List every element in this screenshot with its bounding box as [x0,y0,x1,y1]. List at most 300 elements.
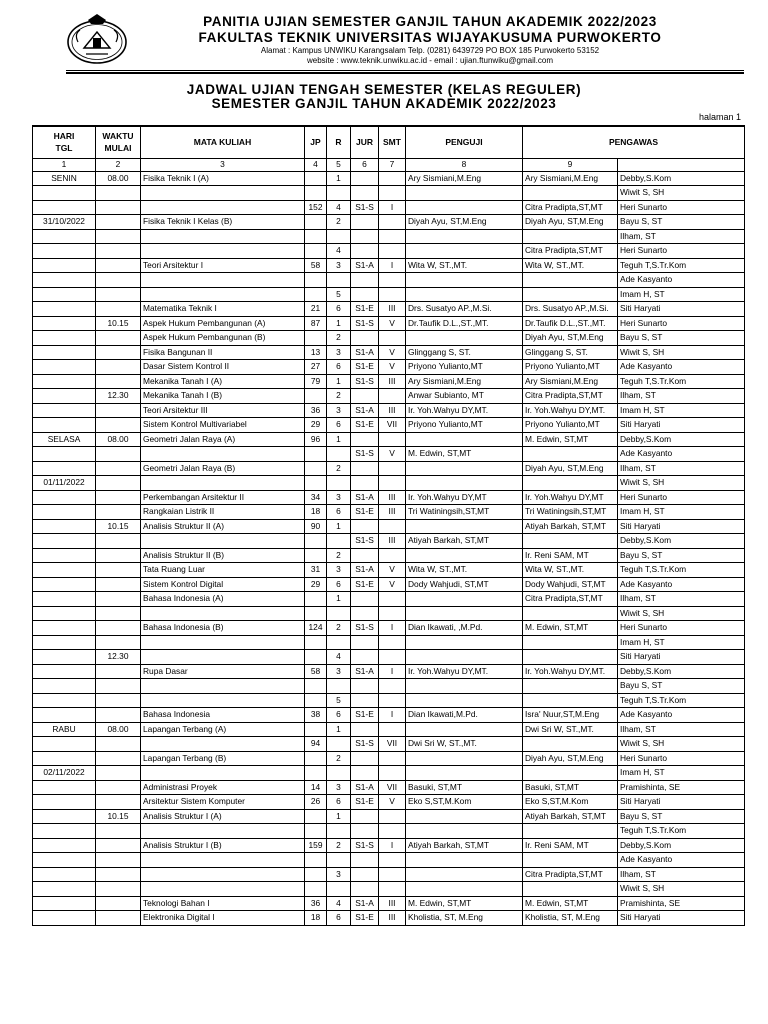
cell-jurusan: S1-E [351,418,379,433]
schedule-row [33,505,745,520]
cell-mata-kuliah: Lapangan Terbang (A) [141,722,305,737]
table-header-row [33,126,745,158]
cell-jurusan [351,592,379,607]
cell-penguji: Ary Sismiani,M.Eng [406,374,523,389]
cell-pengawas-2: Ilham, ST [618,867,745,882]
cell-pengawas-1: Dr.Taufik D.L.,ST.,MT. [523,316,618,331]
cell-waktu [96,505,141,520]
schedule-row [33,809,745,824]
cell-pengawas-1: Ir. Yoh.Wahyu DY,MT [523,490,618,505]
cell-pengawas-1 [523,273,618,288]
cell-ruang [327,824,351,839]
cell-semester [379,635,406,650]
cell-jurusan [351,693,379,708]
cell-pengawas-1: Eko S,ST,M.Kom [523,795,618,810]
cell-waktu [96,592,141,607]
cell-jurusan [351,766,379,781]
cell-pengawas-1: Priyono Yulianto,MT [523,360,618,375]
cell-waktu [96,534,141,549]
schedule-row [33,316,745,331]
page-number: halaman 1 [698,112,741,122]
cell-jurusan: S1-E [351,708,379,723]
cell-jurusan [351,331,379,346]
cell-jurusan: S1-S [351,621,379,636]
cell-ruang: 1 [327,809,351,824]
cell-penguji [406,519,523,534]
cell-jp [305,751,327,766]
cell-semester: VII [379,737,406,752]
cell-jp: 26 [305,795,327,810]
cell-pengawas-2: Pramishinta, SE [618,780,745,795]
cell-jp: 18 [305,911,327,926]
schedule-row [33,882,745,897]
schedule-row [33,911,745,926]
cell-pengawas-1 [523,287,618,302]
schedule-row [33,186,745,201]
cell-mata-kuliah [141,853,305,868]
cell-waktu [96,476,141,491]
cell-jp: 36 [305,896,327,911]
cell-ruang: 4 [327,896,351,911]
cell-waktu [96,867,141,882]
cell-hari-tgl [33,505,96,520]
cell-waktu [96,563,141,578]
cell-waktu: 08.00 [96,171,141,186]
cell-hari-tgl: SELASA [33,432,96,447]
cell-waktu: 10.15 [96,809,141,824]
cell-semester: V [379,563,406,578]
cell-penguji [406,461,523,476]
cell-jp [305,273,327,288]
cell-penguji [406,592,523,607]
cell-hari-tgl [33,606,96,621]
cell-pengawas-2: Siti Haryati [618,795,745,810]
cell-pengawas-2: Heri Sunarto [618,244,745,259]
cell-waktu [96,780,141,795]
cell-jurusan: S1-S [351,200,379,215]
cell-penguji: Priyono Yulianto,MT [406,360,523,375]
cell-waktu [96,795,141,810]
cell-mata-kuliah [141,229,305,244]
cell-pengawas-1: M. Edwin, ST,MT [523,621,618,636]
cell-waktu [96,606,141,621]
cell-hari-tgl [33,389,96,404]
cell-jp: 58 [305,258,327,273]
faculty-title: FAKULTAS TEKNIK UNIVERSITAS WIJAYAKUSUMA PURWOKERTO [198,30,662,45]
cell-semester: I [379,664,406,679]
col-hari-tgl: HARI TGL [33,126,96,158]
cell-pengawas-2: Debby,S.Kom [618,664,745,679]
cell-pengawas-1: Diyah Ayu, ST,M.Eng [523,751,618,766]
cell-waktu [96,737,141,752]
schedule-row [33,374,745,389]
cell-jp [305,186,327,201]
schedule-row [33,650,745,665]
cell-hari-tgl [33,258,96,273]
column-number: 9 [523,158,618,171]
cell-jp [305,287,327,302]
cell-waktu [96,911,141,926]
cell-ruang: 3 [327,403,351,418]
cell-mata-kuliah [141,737,305,752]
cell-semester [379,287,406,302]
cell-waktu [96,287,141,302]
cell-waktu [96,635,141,650]
cell-ruang [327,766,351,781]
cell-jurusan: S1-E [351,577,379,592]
cell-semester [379,867,406,882]
cell-pengawas-2: Wiwit S, SH [618,606,745,621]
cell-hari-tgl [33,302,96,317]
cell-mata-kuliah: Analisis Struktur II (B) [141,548,305,563]
cell-jp: 79 [305,374,327,389]
cell-semester [379,432,406,447]
cell-semester: V [379,360,406,375]
cell-hari-tgl [33,795,96,810]
cell-hari-tgl [33,287,96,302]
cell-ruang: 3 [327,490,351,505]
cell-pengawas-2: Heri Sunarto [618,316,745,331]
schedule-row [33,490,745,505]
cell-pengawas-1: Citra Pradipta,ST,MT [523,592,618,607]
cell-ruang [327,476,351,491]
cell-ruang: 6 [327,302,351,317]
cell-ruang: 6 [327,418,351,433]
cell-semester [379,389,406,404]
cell-pengawas-1 [523,447,618,462]
cell-pengawas-2: Teguh T,S.Tr.Kom [618,258,745,273]
table-body [33,158,745,925]
cell-waktu [96,345,141,360]
cell-semester: I [379,258,406,273]
cell-hari-tgl: RABU [33,722,96,737]
cell-semester [379,606,406,621]
cell-pengawas-1: Diyah Ayu, ST,M.Eng [523,215,618,230]
cell-hari-tgl [33,621,96,636]
cell-penguji: Dian Ikawati, ,M.Pd. [406,621,523,636]
contact-line: website : www.teknik.unwiku.ac.id - email : ujian.ftunwiku@gmail.com [307,56,553,65]
exam-schedule-table [32,125,745,926]
schedule-row [33,824,745,839]
cell-penguji: Diyah Ayu, ST,M.Eng [406,215,523,230]
cell-jurusan [351,389,379,404]
cell-ruang: 4 [327,650,351,665]
cell-pengawas-1 [523,882,618,897]
cell-mata-kuliah: Bahasa Indonesia (A) [141,592,305,607]
schedule-row [33,360,745,375]
cell-semester [379,693,406,708]
schedule-row [33,766,745,781]
col-mata-kuliah: MATA KULIAH [141,126,305,158]
cell-pengawas-2: Bayu S, ST [618,679,745,694]
schedule-row [33,461,745,476]
cell-jp: 152 [305,200,327,215]
schedule-row [33,200,745,215]
cell-hari-tgl [33,867,96,882]
cell-jurusan: S1-A [351,563,379,578]
cell-pengawas-2: Siti Haryati [618,650,745,665]
cell-ruang: 2 [327,548,351,563]
cell-waktu: 10.15 [96,519,141,534]
cell-jp: 94 [305,737,327,752]
cell-ruang: 5 [327,693,351,708]
cell-penguji [406,679,523,694]
cell-semester: III [379,374,406,389]
cell-jurusan [351,751,379,766]
cell-pengawas-2: Wiwit S, SH [618,737,745,752]
cell-penguji: Dian Ikawati,M.Pd. [406,708,523,723]
cell-jp: 36 [305,403,327,418]
schedule-row [33,867,745,882]
cell-mata-kuliah [141,476,305,491]
cell-jp: 18 [305,505,327,520]
cell-mata-kuliah [141,606,305,621]
cell-waktu [96,374,141,389]
cell-penguji: Ary Sismiani,M.Eng [406,171,523,186]
cell-semester [379,331,406,346]
col-pengawas: PENGAWAS [523,126,745,158]
cell-hari-tgl [33,447,96,462]
cell-pengawas-2: Debby,S.Kom [618,838,745,853]
cell-ruang [327,882,351,897]
cell-jp: 90 [305,519,327,534]
cell-ruang: 6 [327,505,351,520]
cell-ruang: 3 [327,345,351,360]
schedule-row [33,780,745,795]
cell-ruang: 6 [327,360,351,375]
cell-semester: III [379,302,406,317]
cell-penguji: Ir. Yoh.Wahyu DY,MT. [406,664,523,679]
cell-semester: III [379,490,406,505]
cell-ruang: 3 [327,867,351,882]
cell-semester [379,461,406,476]
cell-jurusan [351,287,379,302]
cell-pengawas-1: Drs. Susatyo AP.,M.Si. [523,302,618,317]
cell-pengawas-2: Ilham, ST [618,722,745,737]
cell-mata-kuliah: Mekanika Tanah I (B) [141,389,305,404]
schedule-row [33,853,745,868]
cell-semester: III [379,911,406,926]
cell-ruang [327,853,351,868]
cell-pengawas-1: Ary Sismiani,M.Eng [523,171,618,186]
cell-ruang: 3 [327,780,351,795]
cell-penguji [406,606,523,621]
cell-mata-kuliah: Fisika Bangunan II [141,345,305,360]
cell-waktu [96,229,141,244]
cell-jurusan [351,186,379,201]
cell-jp: 29 [305,418,327,433]
cell-mata-kuliah: Fisika Teknik I (A) [141,171,305,186]
cell-hari-tgl [33,650,96,665]
cell-semester [379,751,406,766]
cell-hari-tgl [33,577,96,592]
cell-hari-tgl [33,490,96,505]
cell-semester [379,824,406,839]
cell-penguji: Basuki, ST,MT [406,780,523,795]
cell-jurusan [351,867,379,882]
cell-jp [305,635,327,650]
cell-hari-tgl [33,345,96,360]
cell-waktu [96,621,141,636]
cell-semester [379,244,406,259]
cell-mata-kuliah: Aspek Hukum Pembangunan (B) [141,331,305,346]
schedule-row [33,795,745,810]
cell-mata-kuliah: Aspek Hukum Pembangunan (A) [141,316,305,331]
university-logo [66,12,128,66]
cell-semester: I [379,708,406,723]
schedule-row [33,606,745,621]
cell-jp: 58 [305,664,327,679]
schedule-row [33,722,745,737]
cell-pengawas-2: Pramishinta, SE [618,896,745,911]
cell-waktu [96,708,141,723]
cell-mata-kuliah [141,534,305,549]
cell-penguji [406,244,523,259]
cell-pengawas-2: Siti Haryati [618,302,745,317]
cell-ruang [327,229,351,244]
semester-title: SEMESTER GANJIL TAHUN AKADEMIK 2022/2023 [211,96,557,111]
cell-mata-kuliah: Geometri Jalan Raya (A) [141,432,305,447]
cell-pengawas-1 [523,606,618,621]
cell-pengawas-1: Ir. Yoh.Wahyu DY,MT. [523,664,618,679]
cell-semester: I [379,621,406,636]
schedule-row [33,896,745,911]
cell-penguji [406,650,523,665]
cell-mata-kuliah [141,200,305,215]
cell-ruang: 2 [327,838,351,853]
cell-mata-kuliah: Administrasi Proyek [141,780,305,795]
cell-pengawas-2: Debby,S.Kom [618,171,745,186]
cell-mata-kuliah [141,882,305,897]
cell-pengawas-2: Bayu S, ST [618,215,745,230]
cell-semester [379,766,406,781]
cell-penguji [406,200,523,215]
cell-semester [379,650,406,665]
cell-waktu [96,664,141,679]
schedule-row [33,476,745,491]
cell-hari-tgl [33,853,96,868]
cell-pengawas-2: Heri Sunarto [618,751,745,766]
cell-jp: 14 [305,780,327,795]
cell-jp [305,244,327,259]
cell-ruang: 2 [327,389,351,404]
cell-hari-tgl: 31/10/2022 [33,215,96,230]
cell-hari-tgl [33,635,96,650]
column-number [618,158,745,171]
cell-penguji: Dwi Sri W, ST.,MT. [406,737,523,752]
cell-jp [305,548,327,563]
cell-mata-kuliah: Teori Arsitektur III [141,403,305,418]
cell-mata-kuliah: Matematika Teknik I [141,302,305,317]
cell-waktu [96,577,141,592]
cell-pengawas-1 [523,650,618,665]
schedule-row [33,621,745,636]
cell-penguji [406,186,523,201]
schedule-row [33,519,745,534]
cell-semester: VII [379,780,406,795]
cell-semester [379,476,406,491]
cell-jp [305,461,327,476]
cell-semester [379,548,406,563]
cell-hari-tgl [33,374,96,389]
cell-jurusan: S1-S [351,838,379,853]
cell-ruang [327,606,351,621]
column-number: 8 [406,158,523,171]
cell-waktu [96,896,141,911]
cell-mata-kuliah: Rupa Dasar [141,664,305,679]
cell-waktu [96,200,141,215]
cell-ruang: 6 [327,795,351,810]
cell-pengawas-2: Imam H, ST [618,766,745,781]
cell-hari-tgl [33,824,96,839]
cell-jp [305,679,327,694]
cell-jp [305,389,327,404]
cell-semester: V [379,447,406,462]
cell-waktu: 12.30 [96,650,141,665]
cell-jp: 21 [305,302,327,317]
cell-pengawas-2: Debby,S.Kom [618,534,745,549]
cell-pengawas-1 [523,824,618,839]
cell-semester [379,273,406,288]
cell-pengawas-1: Dwi Sri W, ST.,MT. [523,722,618,737]
cell-penguji [406,331,523,346]
cell-waktu: 10.15 [96,316,141,331]
cell-semester: III [379,505,406,520]
cell-jurusan: S1-S [351,316,379,331]
cell-penguji: Glinggang S, ST. [406,345,523,360]
cell-pengawas-1: Glinggang S, ST. [523,345,618,360]
schedule-row [33,215,745,230]
cell-pengawas-1 [523,693,618,708]
cell-penguji [406,751,523,766]
cell-hari-tgl [33,360,96,375]
cell-penguji: Ir. Yoh.Wahyu DY,MT [406,490,523,505]
cell-pengawas-1 [523,853,618,868]
cell-mata-kuliah: Teknologi Bahan I [141,896,305,911]
cell-pengawas-2: Siti Haryati [618,519,745,534]
cell-ruang: 1 [327,171,351,186]
cell-jp [305,534,327,549]
cell-pengawas-2: Teguh T,S.Tr.Kom [618,563,745,578]
cell-pengawas-1: Tri Watiningsih,ST,MT [523,505,618,520]
cell-jurusan: S1-E [351,505,379,520]
cell-ruang: 4 [327,244,351,259]
schedule-row [33,693,745,708]
cell-waktu [96,418,141,433]
cell-waktu [96,461,141,476]
cell-ruang [327,186,351,201]
cell-mata-kuliah [141,766,305,781]
cell-pengawas-2: Bayu S, ST [618,331,745,346]
cell-hari-tgl [33,693,96,708]
cell-semester: V [379,345,406,360]
cell-jurusan: S1-A [351,490,379,505]
schedule-row [33,244,745,259]
cell-jp [305,229,327,244]
cell-ruang: 2 [327,331,351,346]
cell-penguji [406,287,523,302]
cell-pengawas-1: Dody Wahjudi, ST,MT [523,577,618,592]
cell-hari-tgl [33,273,96,288]
cell-pengawas-2: Siti Haryati [618,418,745,433]
cell-waktu [96,693,141,708]
cell-hari-tgl: 01/11/2022 [33,476,96,491]
cell-ruang: 3 [327,563,351,578]
cell-waktu: 08.00 [96,722,141,737]
cell-pengawas-1: Citra Pradipta,ST,MT [523,867,618,882]
cell-penguji [406,476,523,491]
cell-pengawas-2: Ade Kasyanto [618,853,745,868]
